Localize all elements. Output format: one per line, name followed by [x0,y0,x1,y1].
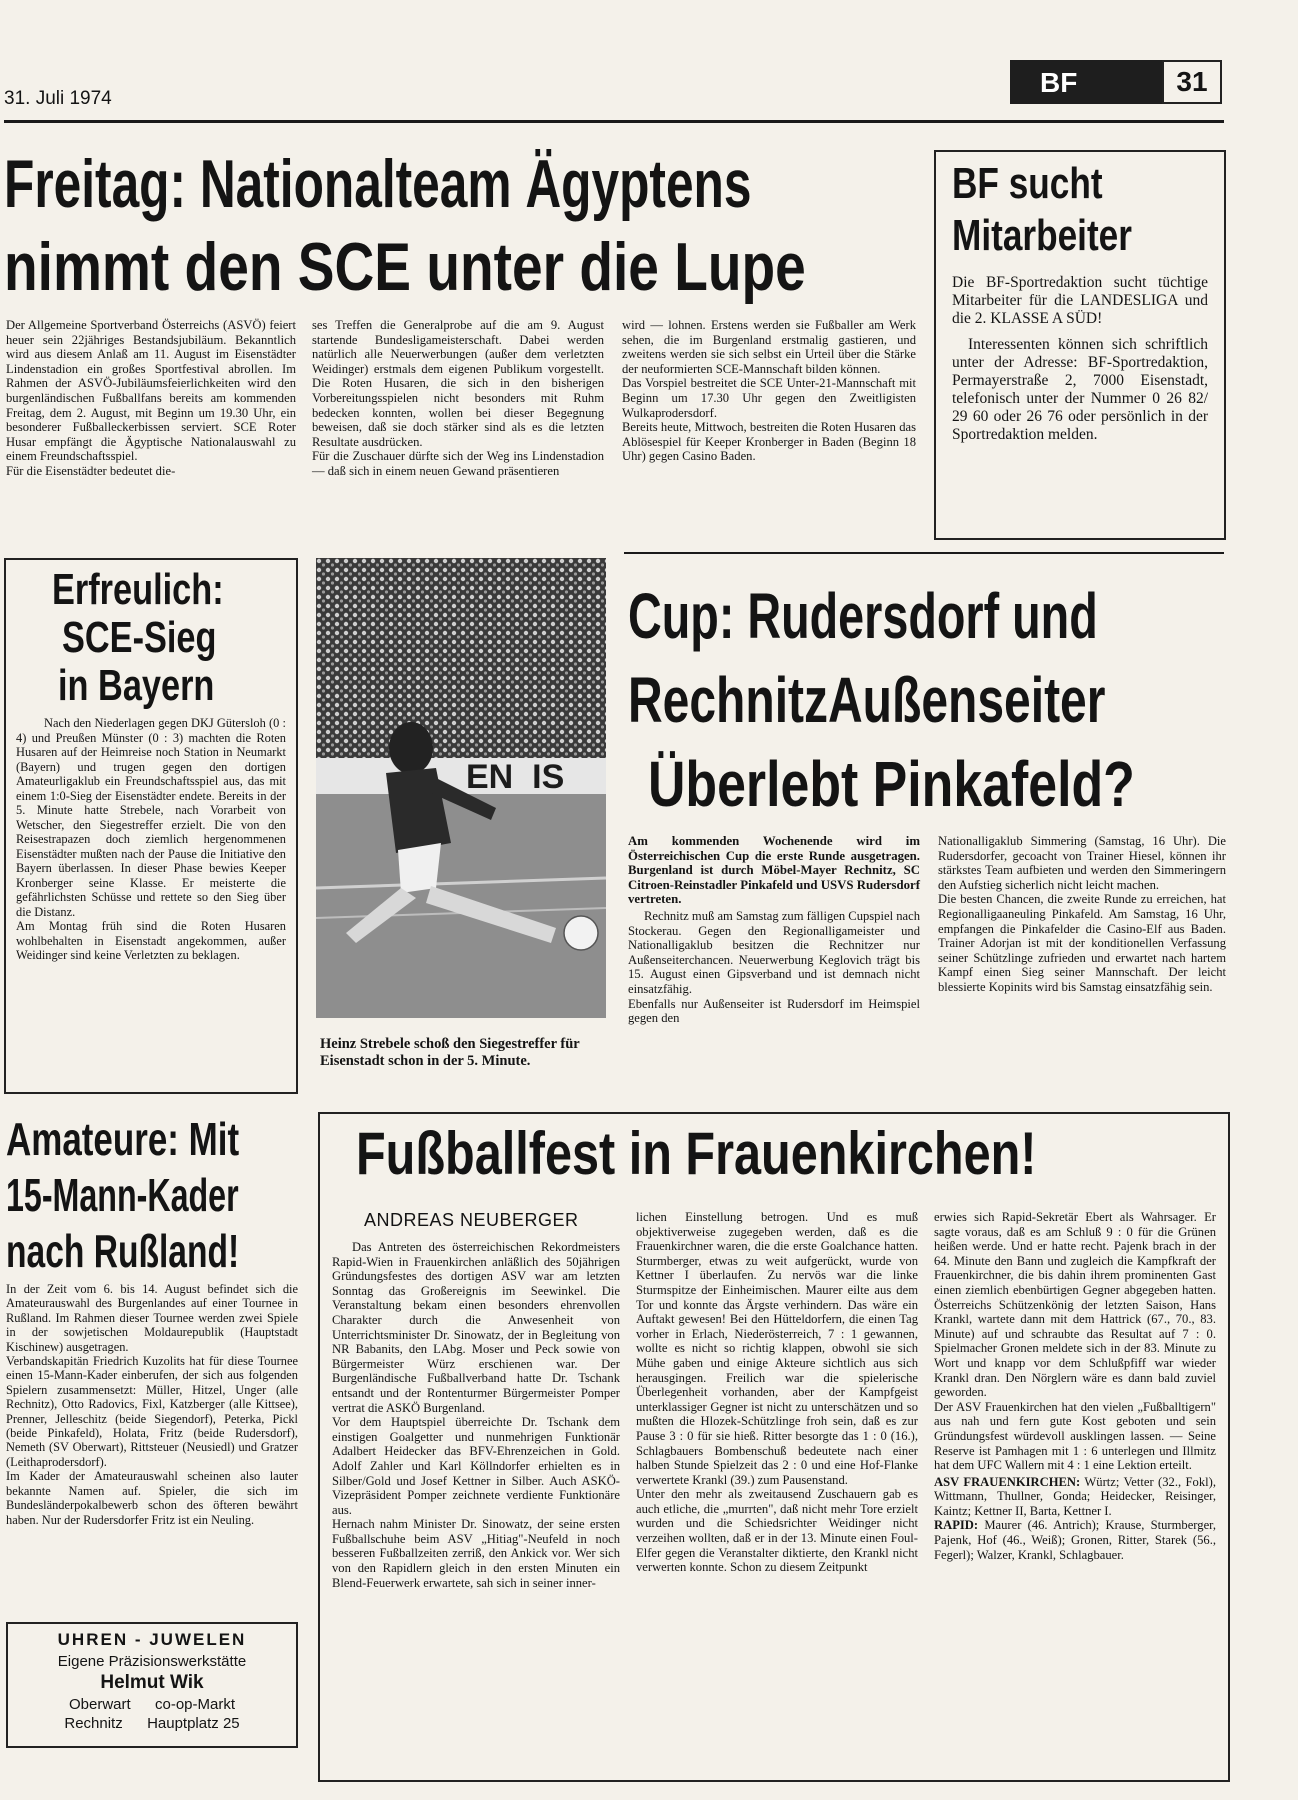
football-photo [316,558,606,1018]
header-rule [4,120,1224,123]
page-number [1162,60,1222,104]
main-headline-line1: Freitag: Nationalteam Ägyptens [4,146,752,222]
lineup-frauenkirchen-label: ASV FRAUENKIRCHEN: [934,1474,1081,1489]
frauenkirchen-col1: Das Antreten des österreichischen Rekordmeisters Rapid-Wien in Frauenkirchen anläßlich des 50jährigen Gründungsfestes des dortigen ASV war am letzten Sonntag das Großereignis im Seewinkel. Die Veranstaltung bekam einen besonders ehrenvollen Charakter durch die Anwesenheit von Unterrichtsminister Dr. Sinowatz, der in Begleitung von NR Babanits, den LAbg. Moser und Peck sowie von Bürgermeister Würz erschienen war. Der Burgenländische Fußballverband hatte Dr. Tschank entsandt und der Rontenturmer Bürgermeister Pomper vertrat die ASKÖ Burgenland. Vor dem Hauptspiel überreichte Dr. Tschank dem einstigen Goalgetter und nunmehrigen Funktionär Adalbert Heidecker das BFV-Ehrenzeichen in Gold. Adolf Zahler und Karl Köllndorfer erhielten es in Silber/Gold und Josef Kettner in Silber. Auch ASKÖ-Vizepräsident Pomper zeichnete verdiente Funktionäre aus. Hernach nahm Minister Dr. Sinowatz, der seine ersten Fußballschuhe beim ASV „Hitiag"-Neufeld in noch besseren Fußballzeiten zerriß, den Ankick vor. Wer sich von den Rapidlern gleich in den ersten Minuten ein Blend-Feuerwerk erwartete, sah sich in seiner inner- [332,1240,620,1590]
ad-mitarbeiter-text1: Die BF-Sportredaktion sucht tüchtige Mitarbeiter für die LANDESLIGA und die 2. KLASSE A SÜD! [952,274,1208,327]
ad-mitarbeiter [934,150,1226,540]
cup-lead: Am kommenden Wochenende wird im Österreichischen Cup die erste Runde ausgetragen. Burgenland ist durch Möbel-Mayer Rechnitz, SC Citroen-Reinstadler Pinkafeld und USVS Rudersdorf vertreten. [628,834,920,907]
bayern-story-text: Nach den Niederlagen gegen DKJ Gütersloh (0 : 4) und Preußen Münster (0 : 3) machten die Roten Husaren auf der Heimreise noch Station in Neumarkt (Bayern) und trugen gegen den dortigen Amateurligaklub ein Freundschaftsspiel aus, das mit einem 1:0-Sieg der Eisenstädter endete. Bereits in der 5. Minute hatte Strebele, nach Vorarbeit von Wetscher, den Siegestreffer erzielt. Die von den Reisestrapazen doch ziemlich hergenommenen Eisenstädter mußten nach der Pause die Initiative den Bayern überlassen. In dieser Phase bewies Keeper Kronberger seine Klasse. Er meisterte die gefährlichsten Schüsse und rettete so den Sieg über die Distanz. Am Montag früh sind die Roten Husaren wohlbehalten in Eisenstadt angekommen, außer Weidinger sind keine Verletzten zu beklagen. [16,716,286,962]
lineup-rapid-players: Maurer (46. Antrich); Krause, Sturmberger, Pajenk, Hof (46., Weiß); Gronen, Ritter, Starek (56., Fegerl); Walzer, Krankl, Schlagbauer. [934,1518,1216,1562]
cup-col1-text: Rechnitz muß am Samstag zum fälligen Cupspiel nach Stockerau. Gegen den Regionalligameister und Nationalligaklub besitzen die Rechnitzer nur Außenseiterchancen. Neuerwerbung Keglovich trägt bis 15. August einen Gipsverband und ist demnach nicht einsatzfähig. Ebenfalls nur Außenseiter ist Rudersdorf im Heimspiel gegen den [628,908,920,1026]
ad-mitarbeiter-title1: BF sucht [952,159,1103,208]
ad-uhren-line2: Eigene Präzisionswerkstätte [57,1653,247,1670]
cup-story-col1 [628,834,920,1026]
frauenkirchen-col2: lichen Einstellung betrogen. Und es muß objektiverweise zugegeben werden, daß es die Frauenkirchner waren, die die erste Goalchance hatten. Sturmberger, etwas zu weit aufgerückt, wurde von Kettner I überlaufen. Zu nervös war die linke Sturmspitze der Einheimischen. Maurer eilte aus dem Tor und konnte das Ärgste verhindern. Das wäre ein Auftakt gewesen! Bei den Hütteldorfern, die einen Tag vorher in Erlach, Niederösterreich, 7 : 1 gewannen, wollte es nicht so richtig klappen, obwohl sie sich Mühe gaben und einige Akteure sichtlich aus sich herausgingen. Freilich war die spielerische Überlegenheit vorhanden, aber der Kampfgeist unterklassiger Gegner ist nicht zu unterschätzen und so mußten die Hlozek-Schützlinge froh sein, daß es zur Pause 3 : 0 für sie hieß. Ritter besorgte das 1 : 0 (16.), Schlagbauers Bombenschuß bedeutete nach einer halben Stunde Spielzeit das 2 : 0 und eine Hof-Flanke verwertete Krankl (39.) zum Pausenstand. Unter den mehr als zweitausend Zuschauern gab es auch etliche, die „murrten", daß nicht mehr Tore erzielt wurden und die Schiedsrichter Weidinger nicht verzeihen wollten, daß er in der 13. Minute einen Foul-Elfer gegen die Veranstalter diktierte, den Krankl nicht verwerten konnte. Schon zu diesem Zeitpunkt [636,1210,918,1575]
frauenkirchen-col3-text: erwies sich Rapid-Sekretär Ebert als Wahrsager. Er sagte voraus, daß es am Schluß 9 : 0 für die Grünen heißen werde. Und er hatte recht. Pajenk brach in der 64. Minute den Bann und zugleich die Kampfkraft der Frauenkirchner, die bis dahin ihrem prominenten Gast einen ziemlich ebenbürtigen Gegner abgegeben hatten. Österreichs Schützenkönig der letzten Saison, Hans Krankl, wartete dann mit dem Hattrick (67., 70., 83. Minute) auf und schraubte das Resultat auf 7 : 0. Spielmacher Gronen meldete sich in der 83. Minute zu Wort und knapp vor dem Schlußpfiff war wieder Krankl dran. Den Nörglern wäre es dann bald zuviel geworden. Der ASV Frauenkirchen hat den vielen „Fußballtigern" aus nah und fern gute Kost geboten und sein Gründungsfest würdevoll ausklingen lassen. — Seine Reserve ist Pamhagen mit 1 : 6 unterlegen und Illmitz hat dem UFC Wallern mit 4 : 1 eine Lektion erteilt. [934,1210,1216,1473]
cup-headline-line3: Überlebt Pinkafeld? [648,748,1135,820]
ad-mitarbeiter-title2: Mitarbeiter [952,211,1132,260]
ad-uhren-coop: co-op-Markt [155,1696,236,1713]
bayern-headline-line3: in Bayern [58,661,215,710]
main-headline-line2: nimmt den SCE unter die Lupe [4,229,806,305]
stadium-banner-text: EN IS [466,758,565,796]
ad-uhren-line1: UHREN - JUWELEN [57,1630,247,1649]
bayern-headline-line2: SCE-Sieg [62,613,217,662]
bf-logo-text: BF [1040,67,1078,98]
main-story-col3: wird — lohnen. Erstens werden sie Fußballer am Werk sehen, die im Burgenland erstmalig gastieren, und zweitens werden sie sich selbst ein Urteil über die Stärke der neuformierten SCE-Mannschaft bilden können. Das Vorspiel bestreitet die SCE Unter-21-Mannschaft mit Beginn um 17.30 Uhr gegen den Zweitligisten Wulkaprodersdorf. Bereits heute, Mittwoch, bestreiten die Roten Husaren das Ablösespiel für Keeper Kronberger in Baden (Beginn 18 Uhr) gegen Casino Baden. [622,318,916,464]
cup-story-col2: Nationalligaklub Simmering (Samstag, 16 Uhr). Die Rudersdorfer, gecoacht von Trainer Hiesel, können ihr stärkstes Team aufbieten und werden den Simmeringern den Aufstieg sicherlich nicht leicht machen. Die besten Chancen, die zweite Runde zu erreichen, hat Regionalligaaneuling Pinkafeld. Am Samstag, 16 Uhr, empfangen die Pinkafelder die Casino-Elf aus Baden. Trainer Adorjan ist mit der konditionellen Verfassung seiner Schützlinge zufrieden und erwartet nach hartem Kampf einen Sieg seiner Mannschaft. Der leicht blessierte Kopinits wird bis Samstag einsatzfähig sein. [938,834,1226,994]
cup-headline-line1: Cup: Rudersdorf und [628,580,1098,652]
ad-uhren-oberwart: Oberwart [68,1696,131,1713]
ad-uhren-juwelen [6,1622,298,1748]
lineup-rapid [934,1518,1216,1562]
frauenkirchen-col3 [934,1210,1216,1562]
main-story-col2: ses Treffen die Generalprobe auf die am 9. August startende Bundesligameisterschaft. Dabei werden natürlich alle Neuerwerbungen (außer dem verletzten Weidinger) erstmals dem eigenen Publikum vorgestellt. Die Roten Husaren, die sich in den bisherigen Vorbereitungsspielen nicht besonders mit Ruhm bedecken konnten, wollen bei dieser Begegnung beweisen, daß sie doch stärker sind als es die letzten Resultate ausdrücken. Für die Zuschauer dürfte sich der Weg ins Lindenstadion — daß sich in einem neuen Gewand präsentieren [312,318,604,478]
photo-caption: Heinz Strebele schoß den Siegestreffer für Eisenstadt schon in der 5. Minute. [320,1036,580,1069]
lineup-rapid-label: RAPID: [934,1518,979,1533]
frauenkirchen-author: ANDREAS NEUBERGER [364,1210,579,1230]
frauenkirchen-headline: Fußballfest in Frauenkirchen! [356,1120,1037,1187]
lineup-frauenkirchen-players: Würtz; Vetter (32., Fokl), Wittmann, Thullner, Gonda; Heidecker, Reisinger, Kaintz; Kettner II, Barta, Kettner I. [934,1474,1216,1518]
page-date: 31. Juli 1974 [4,88,112,109]
ad-uhren-line4 [18,1696,286,1713]
lineup-frauenkirchen [934,1475,1216,1519]
page-number-text: 31 [1176,66,1208,97]
amateure-headline-line3: nach Rußland! [6,1225,240,1277]
ad-uhren-line3: Helmut Wik [100,1672,204,1693]
bayern-headline-line1: Erfreulich: [52,565,224,614]
section-rule [624,552,1224,554]
amateure-headline-line2: 15-Mann-Kader [6,1169,239,1221]
amateure-headline-line1: Amateure: Mit [6,1113,240,1165]
amateure-story-text: In der Zeit vom 6. bis 14. August befindet sich die Amateurauswahl des Burgenlandes auf einer Tournee in Rußland. Im Rahmen dieser Tournee werden zwei Spiele in der sowjetischen Moldaurepublik (Hauptstadt Kischinew) ausgetragen. Verbandskapitän Friedrich Kuzolits hat für diese Tournee einen 15-Mann-Kader einberufen, der sich aus folgenden Spielern zusammensetzt: Müller, Hitzel, Unger (alle Rechnitz), Otto Radovics, Fixl, Katzberger (alle Kittsee), Prenner, Jelleschitz (beide Siegendorf), Peterka, Pickl (beide Pinkafeld), Holata, Fritz (beide Rudersdorf), Nemeth (SV Oberwart), Rittsteuer (Neusiedl) und Gratzer (Leithaprodersdorf). Im Kader der Amateurauswahl scheinen also lauter bekannte Namen auf. Spieler, die sich im Bundesländerpokalbewerb schon des öfteren bewährt haben. Nur der Rudersdorfer Fritz ist ein Neuling. [6,1282,298,1527]
cup-headline-line2: RechnitzAußenseiter [628,664,1106,736]
main-story-col1: Der Allgemeine Sportverband Österreichs (ASVÖ) feiert heuer sein 22jähriges Bestandsjubiläum. Bekanntlich wird aus diesem Anlaß am 11. August im Eisenstädter Lindenstadion ein großes Sportfestival abrollen. Im Rahmen der ASVÖ-Jubiläumsfeierlichkeiten wird den burgenländischen Fußballfans bereits am kommenden Freitag, dem 2. August, mit Beginn um 19.30 Uhr, ein besonderer Fußballeckerbissen serviert. SCE Roter Husar empfängt die Ägyptische Nationalauswahl zu einem Freundschaftsspiel. Für die Eisenstädter bedeutet die- [6,318,296,478]
ad-uhren-rechnitz: Rechnitz [64,1715,123,1732]
ad-mitarbeiter-text2: Interessenten können sich schriftlich unter der Adresse: BF-Sportredaktion, Permayerstraße 2, 7000 Eisenstadt, telefonisch unter der Nummer 0 26 82/ 29 60 oder 26 76 oder persönlich in der Sportredaktion melden. [952,336,1208,443]
ad-uhren-line5 [18,1715,286,1732]
bf-logo [1010,60,1162,104]
bayern-story-box [4,558,298,1094]
ad-uhren-hauptplatz: Hauptplatz 25 [147,1715,240,1732]
